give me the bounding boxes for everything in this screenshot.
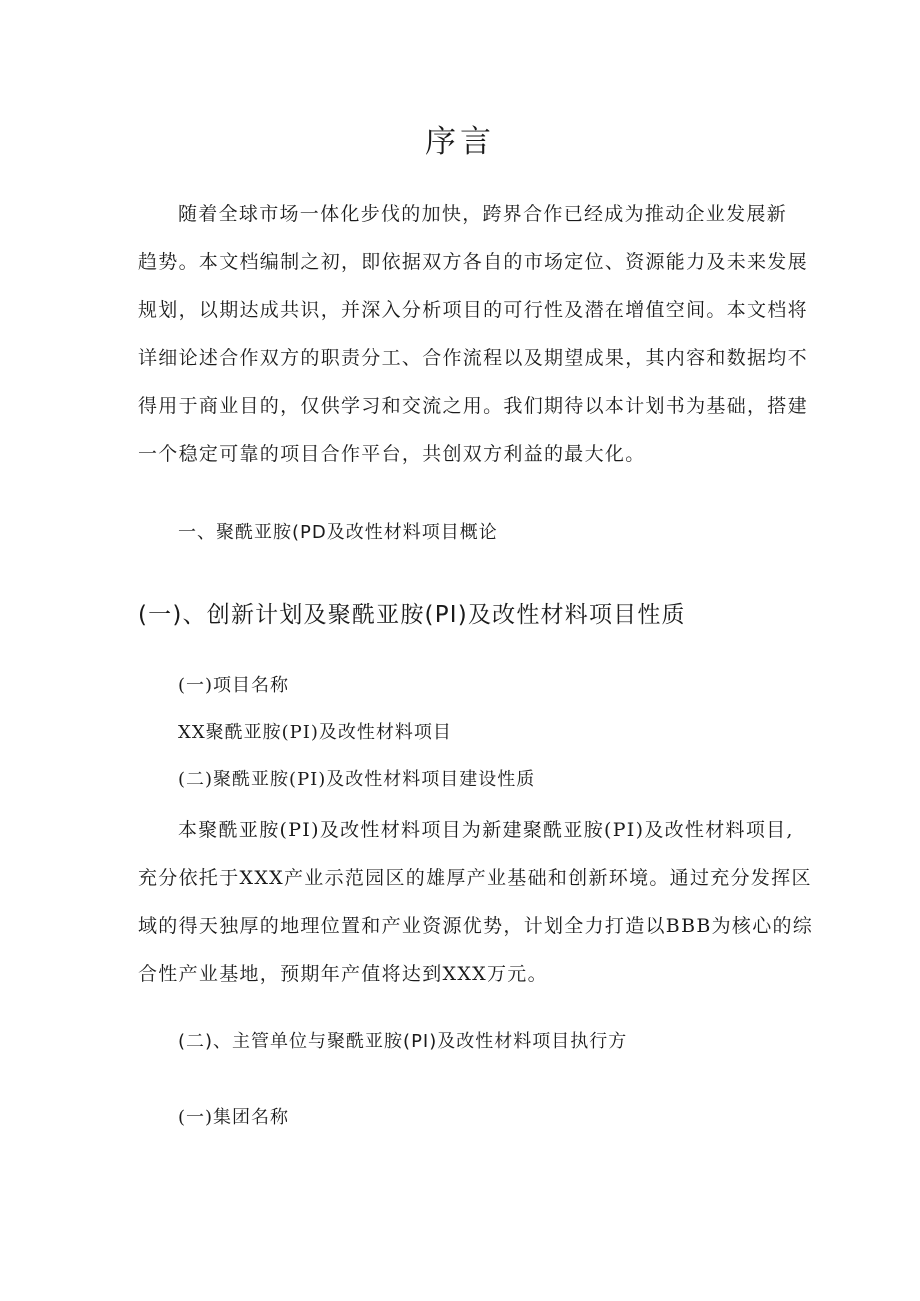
section-heading-1-1: (一)、创新计划及聚酰亚胺(PI)及改性材料项目性质 [138,602,686,628]
item-value-project-name: XX聚酰亚胺(PI)及改性材料项目 [178,722,452,743]
construction-line-3: 域的得天独厚的地理位置和产业资源优势，计划全力打造以BBB为核心的综 [138,915,814,937]
page-title: 序言 [425,124,495,160]
preface-line-2: 趋势。本文档编制之初，即依据双方各自的市场定位、资源能力及未来发展 [138,251,808,273]
preface-line-4: 详细论述合作双方的职责分工、合作流程以及期望成果，其内容和数据均不 [138,347,808,369]
item-heading-project-name: (一)项目名称 [178,675,290,696]
preface-line-5: 得用于商业目的，仅供学习和交流之用。我们期待以本计划书为基础，搭建 [138,395,808,417]
construction-line-4: 合性产业基地，预期年产值将达到XXX万元。 [138,963,548,985]
section-heading-1: 一、聚酰亚胺(PD及改性材料项目概论 [178,522,498,543]
construction-line-1: 本聚酰亚胺(PI)及改性材料项目为新建聚酰亚胺(PI)及改性材料项目, [178,819,794,841]
item-heading-group-name: (一)集团名称 [178,1107,290,1128]
preface-line-3: 规划，以期达成共识，并深入分析项目的可行性及潜在增值空间。本文档将 [138,299,808,321]
item-heading-construction-nature: (二)聚酰亚胺(PI)及改性材料项目建设性质 [178,769,536,790]
construction-line-2: 充分依托于XXX产业示范园区的雄厚产业基础和创新环境。通过充分发挥区 [138,867,812,889]
preface-line-1: 随着全球市场一体化步伐的加快，跨界合作已经成为推动企业发展新 [178,203,788,225]
section-heading-1-2: (二)、主管单位与聚酰亚胺(PI)及改性材料项目执行方 [178,1031,628,1052]
preface-line-6: 一个稳定可靠的项目合作平台，共创双方利益的最大化。 [138,443,646,465]
